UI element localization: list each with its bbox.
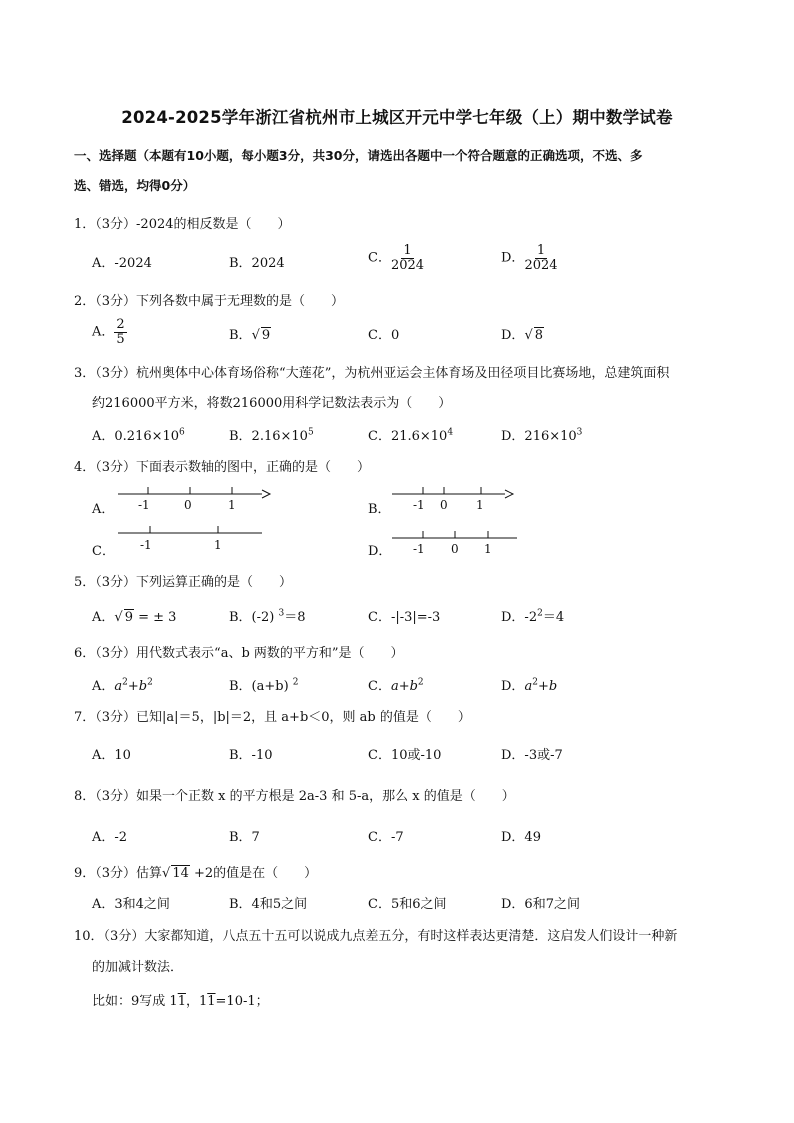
q10-example: 比如：9写成 11，11=10-1； xyxy=(92,994,269,1009)
tick-label: 0 xyxy=(440,498,448,512)
q5-option-a: A．√ 9 = ± 3 xyxy=(92,610,177,625)
q9-stem: 9．（3分）估算√ 14 +2的值是在（ ） xyxy=(74,866,318,881)
q4-option-d-label: D． xyxy=(368,544,392,559)
fraction: $\frac{1}{2024}$ xyxy=(524,243,558,273)
tick-label: -1 xyxy=(140,538,152,552)
q6-option-a: A．$a^2+b^2$ xyxy=(92,677,153,694)
tick-label: 1 xyxy=(214,538,222,552)
page-title: 2024-2025学年浙江省杭州市上城区开元中学七年级（上）期中数学试卷 xyxy=(121,108,673,127)
q7-option-b: B．-10 xyxy=(229,748,273,763)
square-root: √ 9 xyxy=(251,328,271,343)
q7-stem: 7．（3分）已知|a|＝5，|b|＝2，且 a+b＜0，则 ab 的值是（ ） xyxy=(74,710,471,725)
q6-stem: 6．（3分）用代数式表示“a、b 两数的平方和”是（ ） xyxy=(74,646,404,661)
q7-option-a: A．10 xyxy=(92,748,131,763)
q6-option-d: D．$a^2+b$ xyxy=(501,677,558,694)
q2-option-d: D．√ 8 xyxy=(501,328,544,343)
q2-option-a: A． $\frac{2}{5}$ xyxy=(92,317,125,347)
q1-option-d: D． $\frac{1}{2024}$ xyxy=(501,243,558,273)
fraction: $\frac{2}{5}$ xyxy=(116,317,125,347)
square-root: √ 14 xyxy=(162,866,189,881)
q5-option-b: B．(-2) $^3$＝8 xyxy=(229,608,306,625)
tick-label: 1 xyxy=(228,498,236,512)
q8-stem: 8．（3分）如果一个正数 x 的平方根是 2a-3 和 5-a，那么 x 的值是（ ） xyxy=(74,789,515,804)
q8-option-c: C．-7 xyxy=(368,830,404,845)
q8-option-d: D．49 xyxy=(501,830,541,845)
q9-option-a: A．3和4之间 xyxy=(92,897,170,912)
q7-option-c: C．10或-10 xyxy=(368,748,442,763)
q3-option-d: D．$216\times 10^3$ xyxy=(501,427,583,444)
q2-option-c: C．0 xyxy=(368,328,400,343)
q1-stem: 1．（3分）-2024的相反数是（ ） xyxy=(74,217,291,232)
q6-option-b: B．(a+b) $^2$ xyxy=(229,677,299,694)
q3-stem-line1: 3．（3分）杭州奥体中心体育场俗称“大莲花”，为杭州亚运会主体育场及田径项目比赛场地，总建筑面积 xyxy=(74,366,670,381)
tick-label: -1 xyxy=(413,542,425,556)
number-line-d xyxy=(392,531,517,556)
fraction: $\frac{1}{2024}$ xyxy=(390,243,425,273)
q10-stem-line2: 的加减计数法． xyxy=(92,960,184,975)
q9-option-c: C．5和6之间 xyxy=(368,897,447,912)
q1-option-b: B．2024 xyxy=(229,256,285,271)
q3-stem-line2: 约216000平方米，将数216000用科学记数法表示为（ ） xyxy=(92,396,452,411)
q9-option-d: D．6和7之间 xyxy=(501,897,580,912)
q9-option-b: B．4和5之间 xyxy=(229,897,308,912)
q2-option-b: B．√ 9 xyxy=(229,328,271,343)
tick-label: 0 xyxy=(184,498,192,512)
q5-option-d: D．$-2^2=4$ xyxy=(501,608,565,625)
q7-option-d: D．-3或-7 xyxy=(501,748,563,763)
q10-stem-line1: 10．（3分）大家都知道，八点五十五可以说成九点差五分，有时这样表达更清楚．这启发人们设计一种新 xyxy=(74,929,678,944)
section-heading-line1: 一、选择题（本题有10小题，每小题3分，共30分，请选出各题中一个符合题意的正确选项，不选、多 xyxy=(74,148,643,163)
number-line-c xyxy=(118,526,262,552)
square-root: √ 9 xyxy=(114,610,133,625)
tick-label: 0 xyxy=(451,542,459,556)
q3-option-b: B．$2.16\times 10^5$ xyxy=(229,427,314,444)
q2-stem: 2．（3分）下列各数中属于无理数的是（ ） xyxy=(74,294,345,309)
tick-label: -1 xyxy=(138,498,150,512)
q3-option-a: A．$0.216\times 10^6$ xyxy=(92,427,185,444)
tick-label: 1 xyxy=(476,498,484,512)
q4-stem: 4．（3分）下面表示数轴的图中，正确的是（ ） xyxy=(74,460,371,475)
q1-option-a: A．-2024 xyxy=(92,256,152,271)
q5-stem: 5．（3分）下列运算正确的是（ ） xyxy=(74,575,293,590)
q5-option-c: C．-|-3|=-3 xyxy=(368,610,441,625)
tick-label: 1 xyxy=(484,542,492,556)
q8-option-b: B．7 xyxy=(229,830,260,845)
q6-option-c: C．$a+b^2$ xyxy=(368,677,424,694)
q4-option-b-label: B． xyxy=(368,502,391,517)
q8-option-a: A．-2 xyxy=(92,830,128,845)
q4-option-c-label: C． xyxy=(92,544,115,559)
section-heading-line2: 选、错选，均得0分） xyxy=(74,178,196,193)
q1-option-c: C． $\frac{1}{2024}$ xyxy=(368,243,425,273)
q3-option-c: C．$21.6\times 10^4$ xyxy=(368,427,454,444)
square-root: √ 8 xyxy=(524,328,544,343)
number-line-a xyxy=(118,487,270,512)
tick-label: -1 xyxy=(413,498,425,512)
number-line-b xyxy=(392,487,513,512)
q4-option-a-label: A． xyxy=(92,502,115,517)
